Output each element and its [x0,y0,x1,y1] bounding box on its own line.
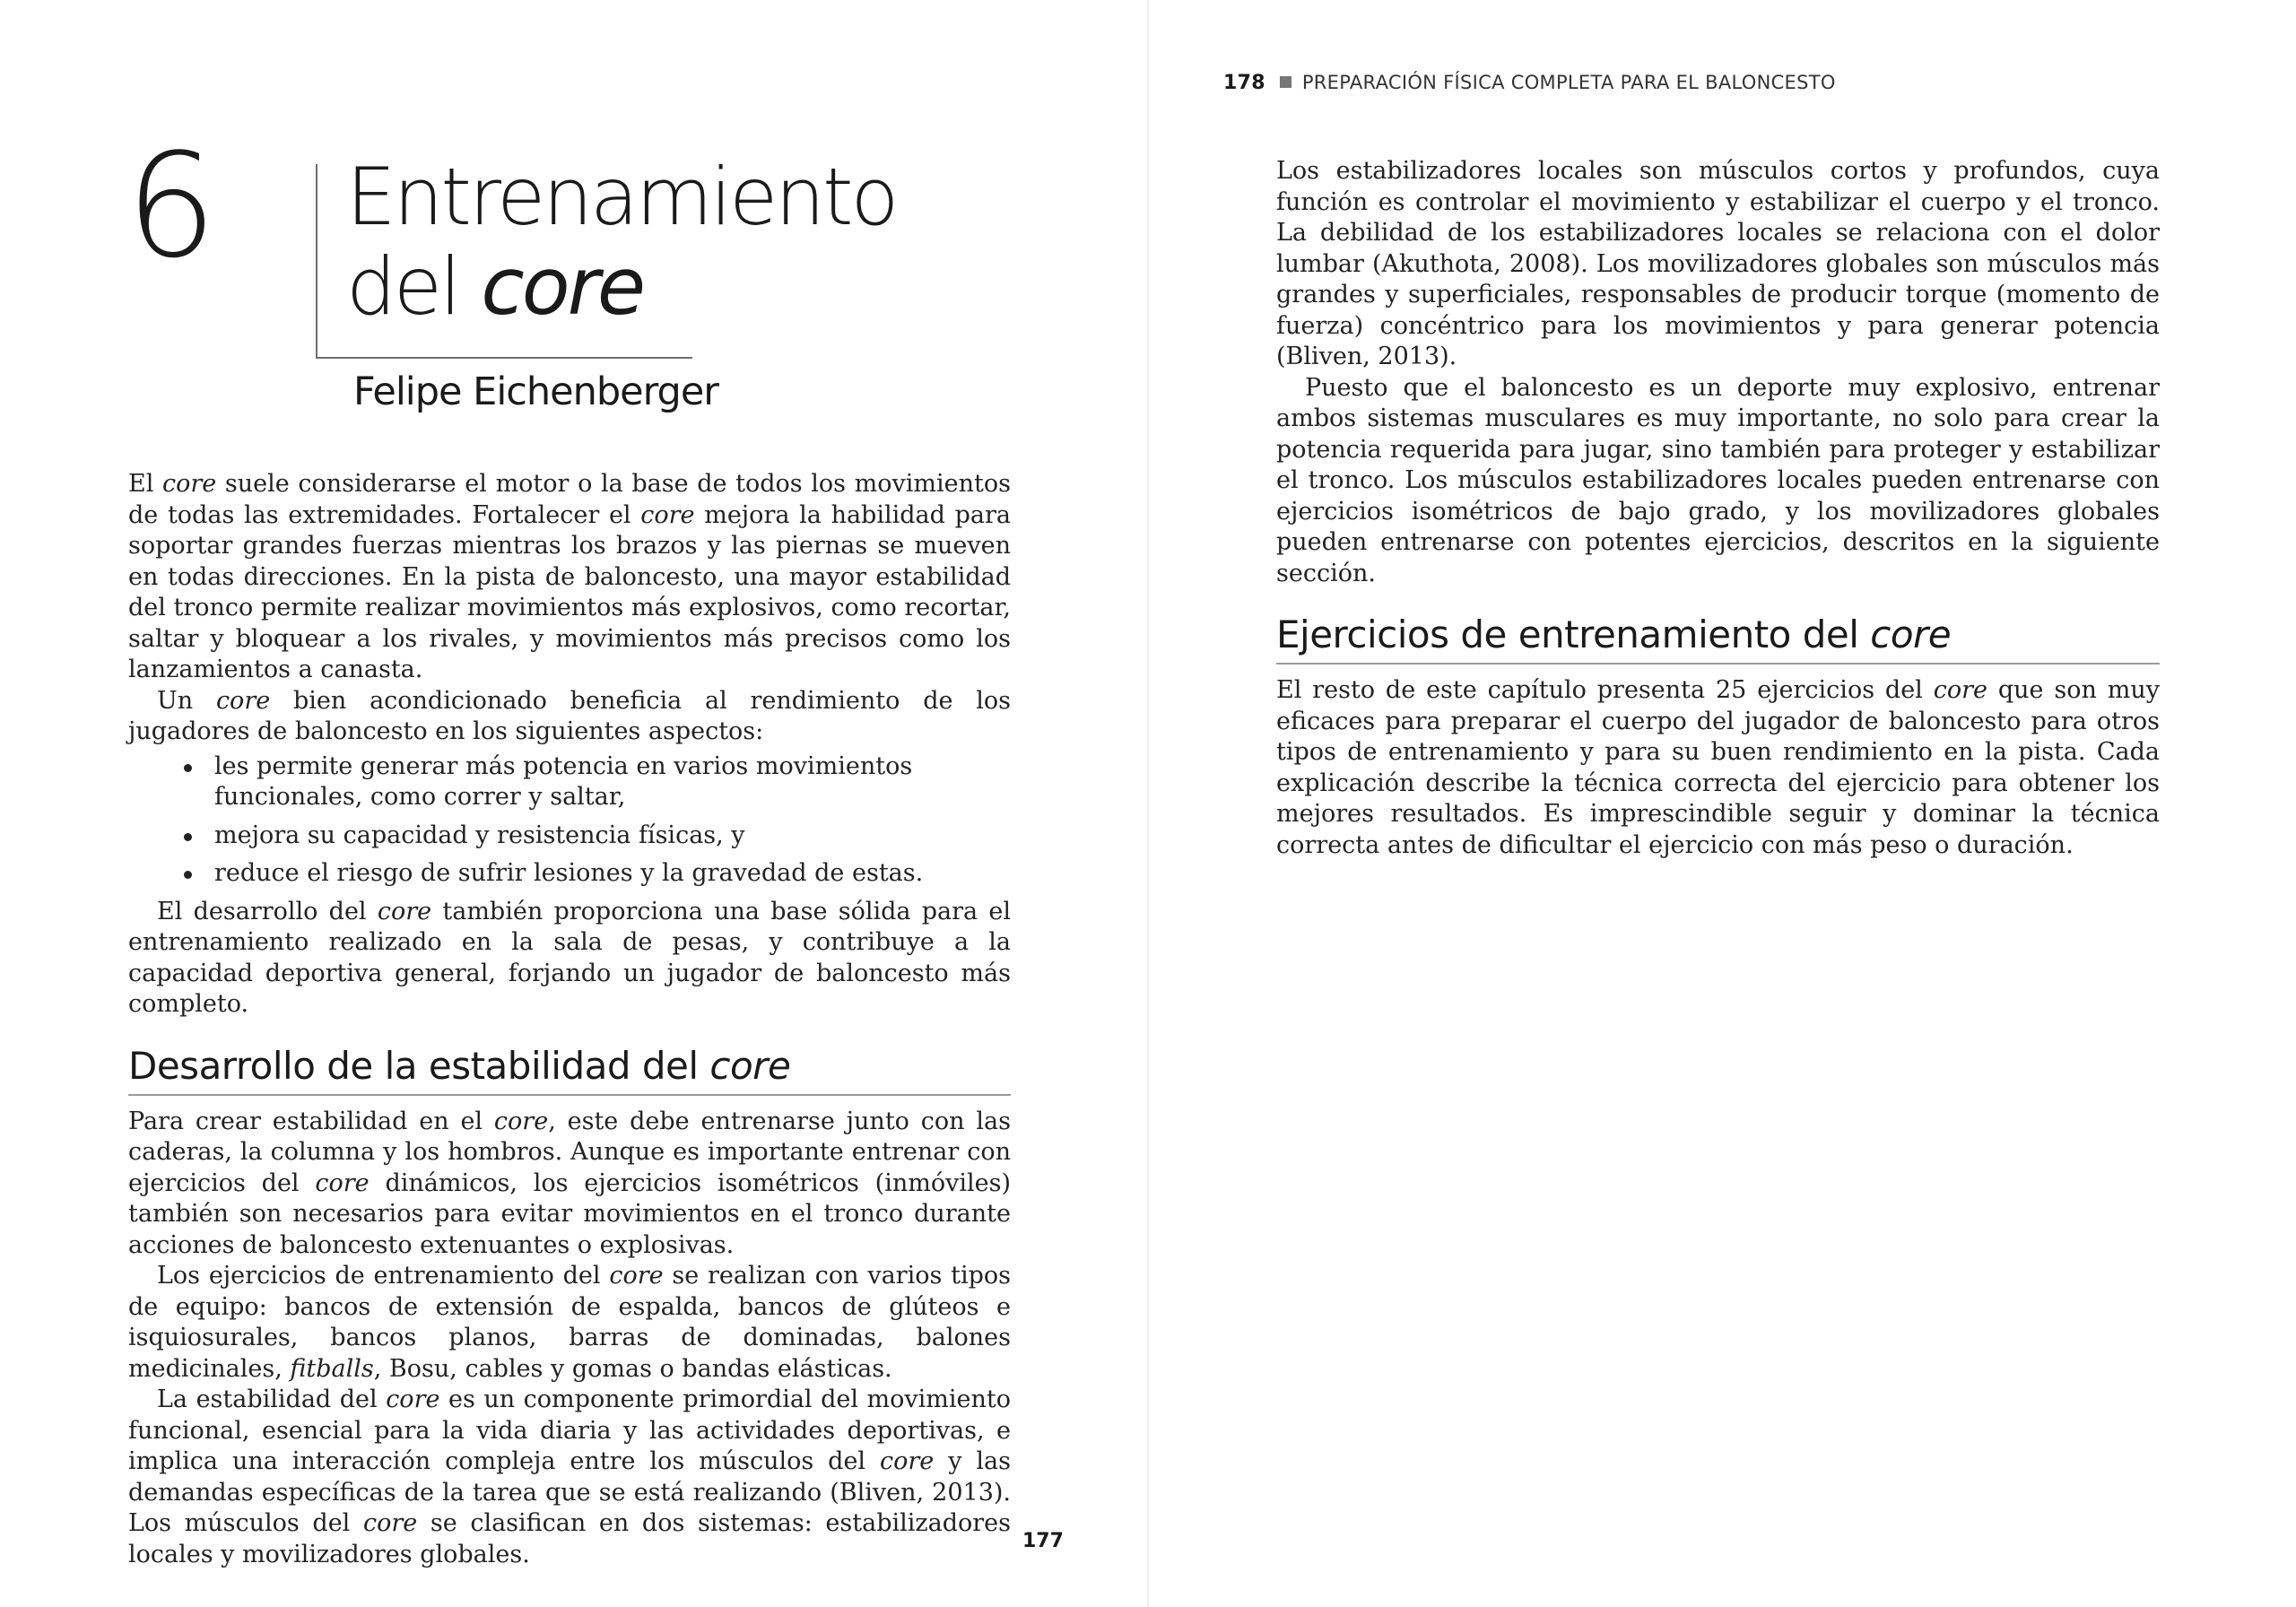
chapter-title-line2-italic: core [481,240,643,333]
running-head [1223,72,1836,94]
running-head-title: PREPARACIÓN FÍSICA COMPLETA PARA EL BALONCESTO [1301,72,1836,93]
bullet-icon [184,871,192,879]
bullet-icon [184,764,192,772]
exercises-paragraph-1: El resto de este capítulo presenta 25 ejercicios del core que son muy eficaces para preparar el cuerpo del jugador de baloncesto para otros tipos de entrenamiento y para su buen rendimiento en la pista. Cada explicación describe la técnica correcta del ejercicio para obtener los mejores resultados. Es imprescindible seguir y dominar la técnica correcta antes de dificultar el ejercicio con más peso o duración. [1276,676,2160,859]
intro-paragraph-3: El desarrollo del core también proporciona una base sólida para el entrenamiento realizado en la sala de pesas, y contribuye a la capacidad deportiva general, forjando un jugador de baloncesto más completo. [128,897,1012,1018]
stability-paragraph-3: La estabilidad del core es un componente primordial del movimiento funcional, esencial para la vida diaria y las actividades deportivas, e implica una interacción compleja entre los músculos del core y las demandas específicas de la tarea que se está realizando (Bliven, 2013). Los músculos del core se clasifican en dos sistemas: estabilizadores locales y movilizadores globales. [128,1385,1012,1568]
chapter-title-line2-prefix: del [346,240,482,333]
muscles-paragraph-2: Puesto que el baloncesto es un deporte muy explosivo, entrenar ambos sistemas musculares es muy importante, no solo para crear la potencia requerida para jugar, sino también para proteger y estabilizar el tronco. Los músculos estabilizadores locales pueden entrenarse con ejercicios isométricos de bajo grado, y los movilizadores globales pueden entrenarse con potentes ejercicios, descritos en la siguiente sección. [1276,373,2160,587]
list-item: les permite generar más potencia en varios movimientos funcionales, como correr y saltar, [128,751,1011,813]
right-page-body [1276,156,2160,861]
chapter-title [346,152,896,332]
list-item: mejora su capacidad y resistencia físicas, y [128,821,1011,852]
left-page-body [128,469,1011,1570]
intro-paragraph-1: El core suele considerarse el motor o la base de todos los movimientos de todas las extremidades. Fortalecer el core mejora la habilidad para soportar grandes fuerzas mientras los brazos y las piernas se mueven en todas direcciones. En la pista de baloncesto, una mayor estabilidad del tronco permite realizar movimientos más explosivos, como recortar, saltar y bloquear a los rivales, y movimientos más precisos como los lanzamientos a canasta. [128,470,1011,683]
section-heading-stability: Desarrollo de la estabilidad del core [128,1044,1011,1096]
stability-paragraph-2: Los ejercicios de entrenamiento del core se realizan con varios tipos de equipo: bancos de extensión de espalda, bancos de glúteos e isquiosurales, bancos planos, barras de dominadas, balones medicinales, fitballs, Bosu, cables y gomas o bandas elásticas. [128,1262,1011,1383]
bullet-icon [184,833,192,841]
chapter-number: 6 [126,122,213,290]
intro-paragraph-2: Un core bien acondicionado beneficia al rendimiento de los jugadores de baloncesto en los siguientes aspectos: [128,686,1011,745]
square-separator-icon [1280,76,1292,88]
benefits-list [128,751,1011,890]
chapter-author: Felipe Eichenberger [353,369,718,414]
book-gutter [1147,0,1149,1607]
muscles-paragraph-1: Los estabilizadores locales son músculos cortos y profundos, cuya función es controlar el movimiento y estabilizar el cuerpo y el tronco. La debilidad de los estabilizadores locales se relaciona con el dolor lumbar (Akuthota, 2008). Los movilizadores globales son músculos más grandes y superficiales, responsables de producir torque (momento de fuerza) concéntrico para los movimientos y para generar potencia (Bliven, 2013). [1276,157,2160,370]
chapter-title-line1: Entrenamiento [346,151,897,243]
list-item: reduce el riesgo de sufrir lesiones y la gravedad de estas. [128,858,1011,890]
section-heading-exercises: Ejercicios de entrenamiento del core [1276,612,2160,665]
stability-paragraph-1: Para crear estabilidad en el core, este debe entrenarse junto con las caderas, la columna y los hombros. Aunque es importante entrenar con ejercicios del core dinámicos, los ejercicios isométricos (inmóviles) también son necesarios para evitar movimientos en el tronco durante acciones de baloncesto extenuantes o explosivas. [128,1107,1011,1259]
page-number-left: 177 [1022,1530,1064,1552]
page-number-right: 178 [1223,72,1265,94]
